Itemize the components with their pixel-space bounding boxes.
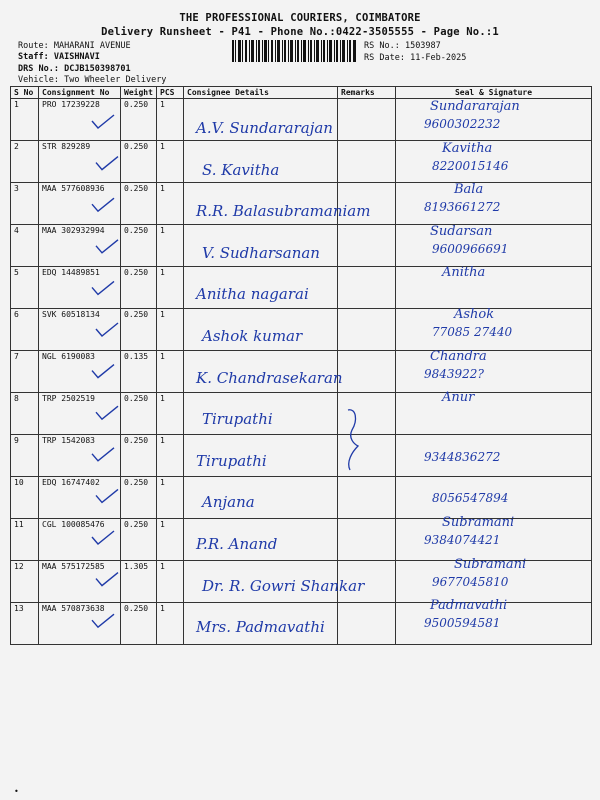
- sno-cell: 12: [11, 561, 39, 603]
- pcs-cell: 1: [157, 141, 184, 183]
- rs-date-line: [364, 53, 466, 63]
- signature-phone-handwritten: 9384074421: [424, 533, 501, 547]
- signature-handwritten: Anitha: [442, 265, 486, 281]
- signature-phone-handwritten: 8220015146: [432, 158, 509, 173]
- signature-phone-handwritten: 9843922?: [424, 366, 484, 381]
- sno-cell: 10: [11, 477, 39, 519]
- consignment-no-cell: MAA 302932994: [39, 225, 121, 267]
- rs-date-label: RS Date:: [364, 53, 405, 63]
- weight-cell: 0.250: [121, 477, 157, 519]
- pcs-cell: 1: [157, 477, 184, 519]
- drs-value: DCJB150398701: [64, 64, 131, 74]
- signature-phone-handwritten: 9600302232: [424, 117, 501, 131]
- sno-cell: 6: [11, 309, 39, 351]
- weight-cell: 0.250: [121, 99, 157, 141]
- column-header-remarks: Remarks: [338, 87, 396, 99]
- consignment-no-cell: TRP 1542083: [39, 435, 121, 477]
- consignment-no-cell: TRP 2502519: [39, 393, 121, 435]
- pcs-cell: 1: [157, 225, 184, 267]
- weight-cell: 0.135: [121, 351, 157, 393]
- consignee-name-handwritten: Ashok kumar: [202, 327, 303, 345]
- signature-phone-handwritten: 77085 27440: [432, 325, 513, 339]
- signature-handwritten: Ashok: [454, 307, 495, 322]
- consignment-no-cell: EDQ 16747402: [39, 477, 121, 519]
- signature-handwritten: Sundararajan: [430, 99, 520, 114]
- signature-phone-handwritten: 9600966691: [432, 241, 509, 256]
- pcs-cell: 1: [157, 561, 184, 603]
- sno-cell: 11: [11, 519, 39, 561]
- sno-cell: 3: [11, 183, 39, 225]
- consignee-name-handwritten: Anitha nagarai: [196, 285, 309, 304]
- consignment-no-cell: SVK 60518134: [39, 309, 121, 351]
- signature-phone-handwritten: 9500594581: [424, 616, 501, 631]
- route-line: [18, 41, 131, 51]
- signature-handwritten: Subramani: [442, 515, 515, 530]
- drs-line: [18, 64, 131, 74]
- consignee-name-handwritten: Tirupathi: [202, 410, 273, 429]
- weight-cell: 0.250: [121, 225, 157, 267]
- pcs-cell: 1: [157, 309, 184, 351]
- column-header-seal-signature: Seal & Signature: [396, 87, 592, 99]
- remarks-cell: [338, 393, 396, 435]
- sno-cell: 2: [11, 141, 39, 183]
- sno-cell: 9: [11, 435, 39, 477]
- consignment-no-cell: CGL 100085476: [39, 519, 121, 561]
- signature-phone-handwritten: 8056547894: [432, 491, 509, 506]
- signature-handwritten: Anur: [442, 390, 475, 406]
- signature-handwritten: Chandra: [430, 348, 487, 364]
- weight-cell: 0.250: [121, 141, 157, 183]
- remarks-cell: [338, 351, 396, 393]
- weight-cell: 0.250: [121, 435, 157, 477]
- consignee-name-handwritten: Dr. R. Gowri Shankar: [202, 576, 365, 595]
- sno-cell: 1: [11, 99, 39, 141]
- pcs-cell: 1: [157, 603, 184, 645]
- pcs-cell: 1: [157, 183, 184, 225]
- consignment-no-cell: NGL 6190083: [39, 351, 121, 393]
- signature-phone-handwritten: 9677045810: [432, 574, 509, 589]
- column-header-sno: S No: [11, 87, 39, 99]
- staff-value: VAISHNAVI: [53, 52, 100, 62]
- staff-line: [18, 52, 100, 62]
- weight-cell: 0.250: [121, 519, 157, 561]
- pcs-cell: 1: [157, 267, 184, 309]
- table-row: [11, 393, 592, 435]
- consignment-no-cell: STR 829289: [39, 141, 121, 183]
- remarks-cell: [338, 603, 396, 645]
- consignee-name-handwritten: R.R. Balasubramaniam: [196, 202, 371, 221]
- remarks-cell: [338, 477, 396, 519]
- rs-no-label: RS No.:: [364, 41, 400, 51]
- signature-phone-handwritten: 8193661272: [424, 200, 501, 215]
- sno-cell: 8: [11, 393, 39, 435]
- staff-label: Staff:: [18, 52, 49, 62]
- remarks-cell: [338, 435, 396, 477]
- consignee-name-handwritten: K. Chandrasekaran: [196, 368, 343, 387]
- weight-cell: 1.305: [121, 561, 157, 603]
- pcs-cell: 1: [157, 519, 184, 561]
- table-header-row: [11, 87, 592, 99]
- drs-label: DRS No.:: [18, 64, 59, 74]
- consignee-name-handwritten: Tirupathi: [196, 451, 267, 470]
- pcs-cell: 1: [157, 351, 184, 393]
- weight-cell: 0.250: [121, 267, 157, 309]
- vehicle-value: Two Wheeler Delivery: [64, 75, 167, 85]
- consignment-no-cell: MAA 577608936: [39, 183, 121, 225]
- remarks-cell: [338, 519, 396, 561]
- document-subtitle: Delivery Runsheet - P41 - Phone No.:0422-3505555 - Page No.:1: [101, 26, 499, 38]
- rs-no-line: [364, 41, 441, 51]
- weight-cell: 0.250: [121, 183, 157, 225]
- signature-handwritten: Padmavathi: [430, 598, 508, 614]
- footer-mark: •: [14, 787, 19, 796]
- consignee-name-handwritten: Mrs. Padmavathi: [196, 618, 325, 637]
- sno-cell: 4: [11, 225, 39, 267]
- route-label: Route:: [18, 41, 49, 51]
- pcs-cell: 1: [157, 435, 184, 477]
- route-value: MAHARANI AVENUE: [53, 41, 131, 51]
- vehicle-line: [18, 75, 166, 85]
- signature-handwritten: Subramani: [454, 556, 527, 572]
- remarks-cell: [338, 99, 396, 141]
- remarks-cell: [338, 225, 396, 267]
- weight-cell: 0.250: [121, 309, 157, 351]
- consignee-name-handwritten: A.V. Sundararajan: [196, 119, 333, 137]
- weight-cell: 0.250: [121, 393, 157, 435]
- seal-signature-cell: [396, 267, 592, 309]
- signature-handwritten: Sudarsan: [430, 223, 493, 239]
- consignment-no-cell: PRO 17239228: [39, 99, 121, 141]
- consignee-name-handwritten: P.R. Anand: [196, 535, 278, 553]
- column-header-pcs: PCS: [157, 87, 184, 99]
- rs-date-value: 11-Feb-2025: [410, 53, 467, 63]
- column-header-consignee-details: Consignee Details: [184, 87, 338, 99]
- consignment-no-cell: MAA 570873638: [39, 603, 121, 645]
- sno-cell: 5: [11, 267, 39, 309]
- remarks-cell: [338, 309, 396, 351]
- sno-cell: 7: [11, 351, 39, 393]
- signature-phone-handwritten: 9344836272: [424, 449, 501, 464]
- weight-cell: 0.250: [121, 603, 157, 645]
- consignment-no-cell: MAA 575172585: [39, 561, 121, 603]
- barcode-image: [232, 40, 356, 62]
- signature-handwritten: Bala: [454, 182, 484, 198]
- rs-no-value: 1503987: [404, 41, 441, 51]
- document-title: THE PROFESSIONAL COURIERS, COIMBATORE: [179, 12, 421, 24]
- signature-handwritten: Kavitha: [442, 140, 493, 156]
- consignment-no-cell: EDQ 14489851: [39, 267, 121, 309]
- column-header-weight: Weight: [121, 87, 157, 99]
- pcs-cell: 1: [157, 393, 184, 435]
- remarks-cell: [338, 141, 396, 183]
- vehicle-label: Vehicle:: [18, 75, 59, 85]
- remarks-cell: [338, 267, 396, 309]
- seal-signature-cell: [396, 393, 592, 435]
- consignee-name-handwritten: Anjana: [202, 493, 255, 512]
- consignee-name-handwritten: S. Kavitha: [202, 160, 280, 179]
- column-header-consignment-no: Consignment No: [39, 87, 121, 99]
- table-row: [11, 435, 592, 477]
- sno-cell: 13: [11, 603, 39, 645]
- pcs-cell: 1: [157, 99, 184, 141]
- consignee-name-handwritten: V. Sudharsanan: [202, 243, 320, 262]
